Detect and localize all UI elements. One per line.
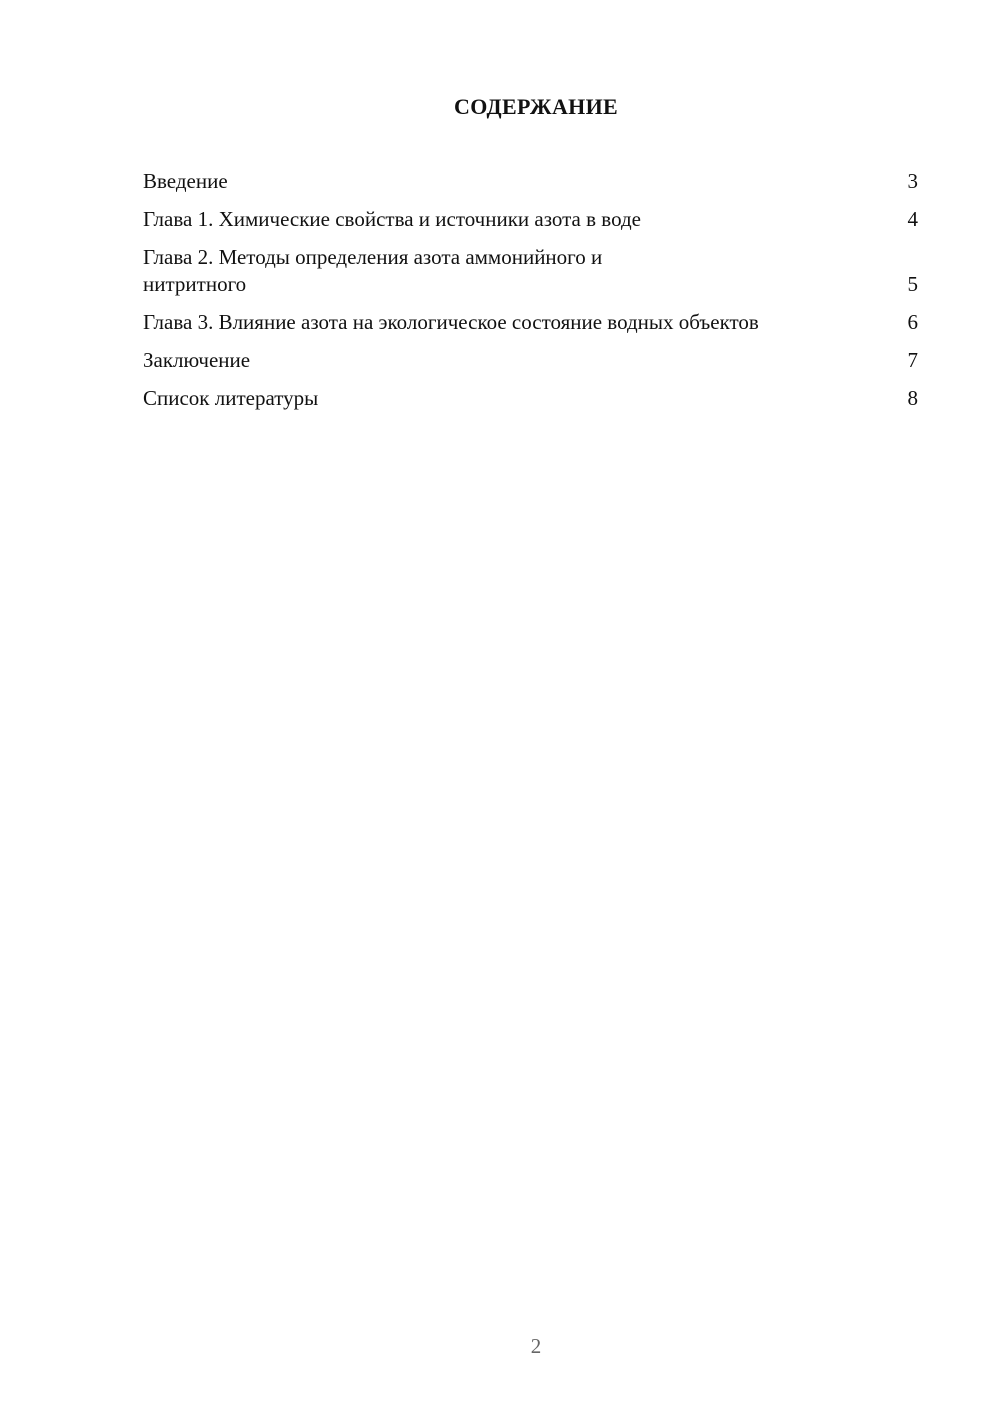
toc-entry-chapter-2 (143, 244, 920, 298)
toc-entry-references (143, 385, 920, 412)
toc-entry-introduction (143, 168, 920, 195)
toc-entry-text: Заключение (143, 348, 251, 372)
toc-entry-text: Список литературы (143, 386, 319, 410)
toc-entry-text: Глава 3. Влияние азота на экологическое состояние водных объектов (143, 310, 759, 334)
toc-entry-page: 6 (907, 310, 918, 334)
toc-entry-page: 3 (907, 169, 918, 193)
table-of-contents (143, 168, 920, 423)
toc-entry-page: 5 (907, 272, 918, 296)
toc-entry-text: Глава 1. Химические свойства и источники азота в воде (143, 207, 641, 231)
toc-entry-chapter-3 (143, 309, 920, 336)
toc-entry-chapter-1 (143, 206, 920, 233)
toc-entry-page: 8 (907, 386, 918, 410)
toc-title: СОДЕРЖАНИЕ (454, 94, 618, 119)
toc-entry-text: Введение (143, 169, 228, 193)
toc-entry-text: Глава 2. Методы определения азота аммонийного и нитритного (143, 245, 603, 296)
toc-entry-conclusion (143, 347, 920, 374)
toc-entry-page: 7 (907, 348, 918, 372)
toc-entry-page: 4 (907, 207, 918, 231)
page-number: 2 (530, 1334, 542, 1358)
